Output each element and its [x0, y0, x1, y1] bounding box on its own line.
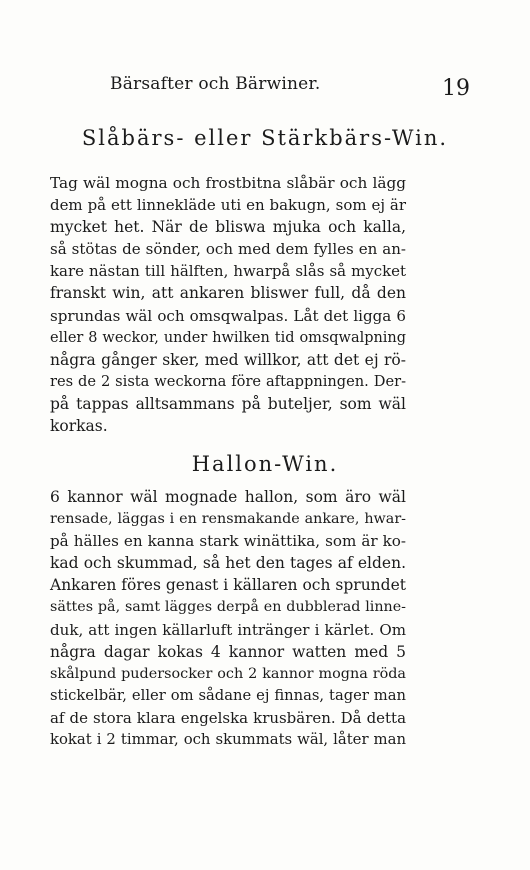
body-line: af de stora klara engelska krusbären. Då detta	[50, 708, 406, 727]
body-line: Ankaren föres genast i källaren och sprundet	[50, 576, 406, 595]
running-head	[110, 74, 470, 104]
body-line: så stötas de sönder, och med dem fylles en an-	[50, 240, 406, 259]
body-line: korkas.	[50, 417, 108, 436]
body-line: sättes på, samt lägges derpå en dubblerad linne-	[50, 599, 406, 616]
body-line: några gånger sker, med willkor, att det ej rö-	[50, 350, 406, 369]
body-line: på hälles en kanna stark winättika, som är ko-	[50, 532, 406, 551]
body-line: rensade, läggas i en rensmakande ankare, hwar-	[50, 511, 406, 528]
body-line: kare nästan till hälften, hwarpå slås så mycket	[50, 262, 406, 281]
body-line: duk, att ingen källarluft intränger i kärlet. Om	[50, 620, 406, 639]
body-line: några dagar kokas 4 kannor watten med 5	[50, 642, 406, 661]
body-line: Tag wäl mogna och frostbitna slåbär och lägg	[50, 174, 406, 192]
page-number: 19	[442, 76, 470, 101]
body-line: mycket het. När de bliswa mjuka och kalla,	[50, 218, 406, 237]
body-line: dem på ett linnekläde uti en bakugn, som ej är	[50, 196, 406, 215]
section-body-slabars-win	[50, 172, 406, 437]
body-line: res de 2 sista weckorna före aftappningen. Der-	[50, 372, 406, 390]
body-line: stickelbär, eller om sådane ej finnas, tager man	[50, 686, 406, 704]
section-body-hallon-win	[50, 486, 406, 751]
body-line: kad och skummad, så het den tages af elden.	[50, 554, 406, 573]
body-line: eller 8 weckor, under hwilken tid omsqwalpning	[50, 329, 406, 346]
body-line: på tappas alltsammans på buteljer, som wäl	[50, 394, 406, 413]
body-line: skålpund pudersocker och 2 kannor mogna röda	[50, 665, 406, 682]
body-line: franskt win, att ankaren bliswer full, då den	[50, 284, 406, 303]
running-title: Bärsafter och Bärwiner.	[110, 74, 321, 94]
body-line: kokat i 2 timmar, och skummats wäl, låter man	[50, 731, 406, 749]
body-line: sprundas wäl och omsqwalpas. Låt det ligga 6	[50, 306, 406, 325]
body-line: 6 kannor wäl mognade hallon, som äro wäl	[50, 488, 406, 506]
section-heading-slabars-win: Slåbärs- eller Stärkbärs-Win.	[81, 126, 449, 150]
section-heading-hallon-win: Hallon-Win.	[191, 452, 339, 476]
